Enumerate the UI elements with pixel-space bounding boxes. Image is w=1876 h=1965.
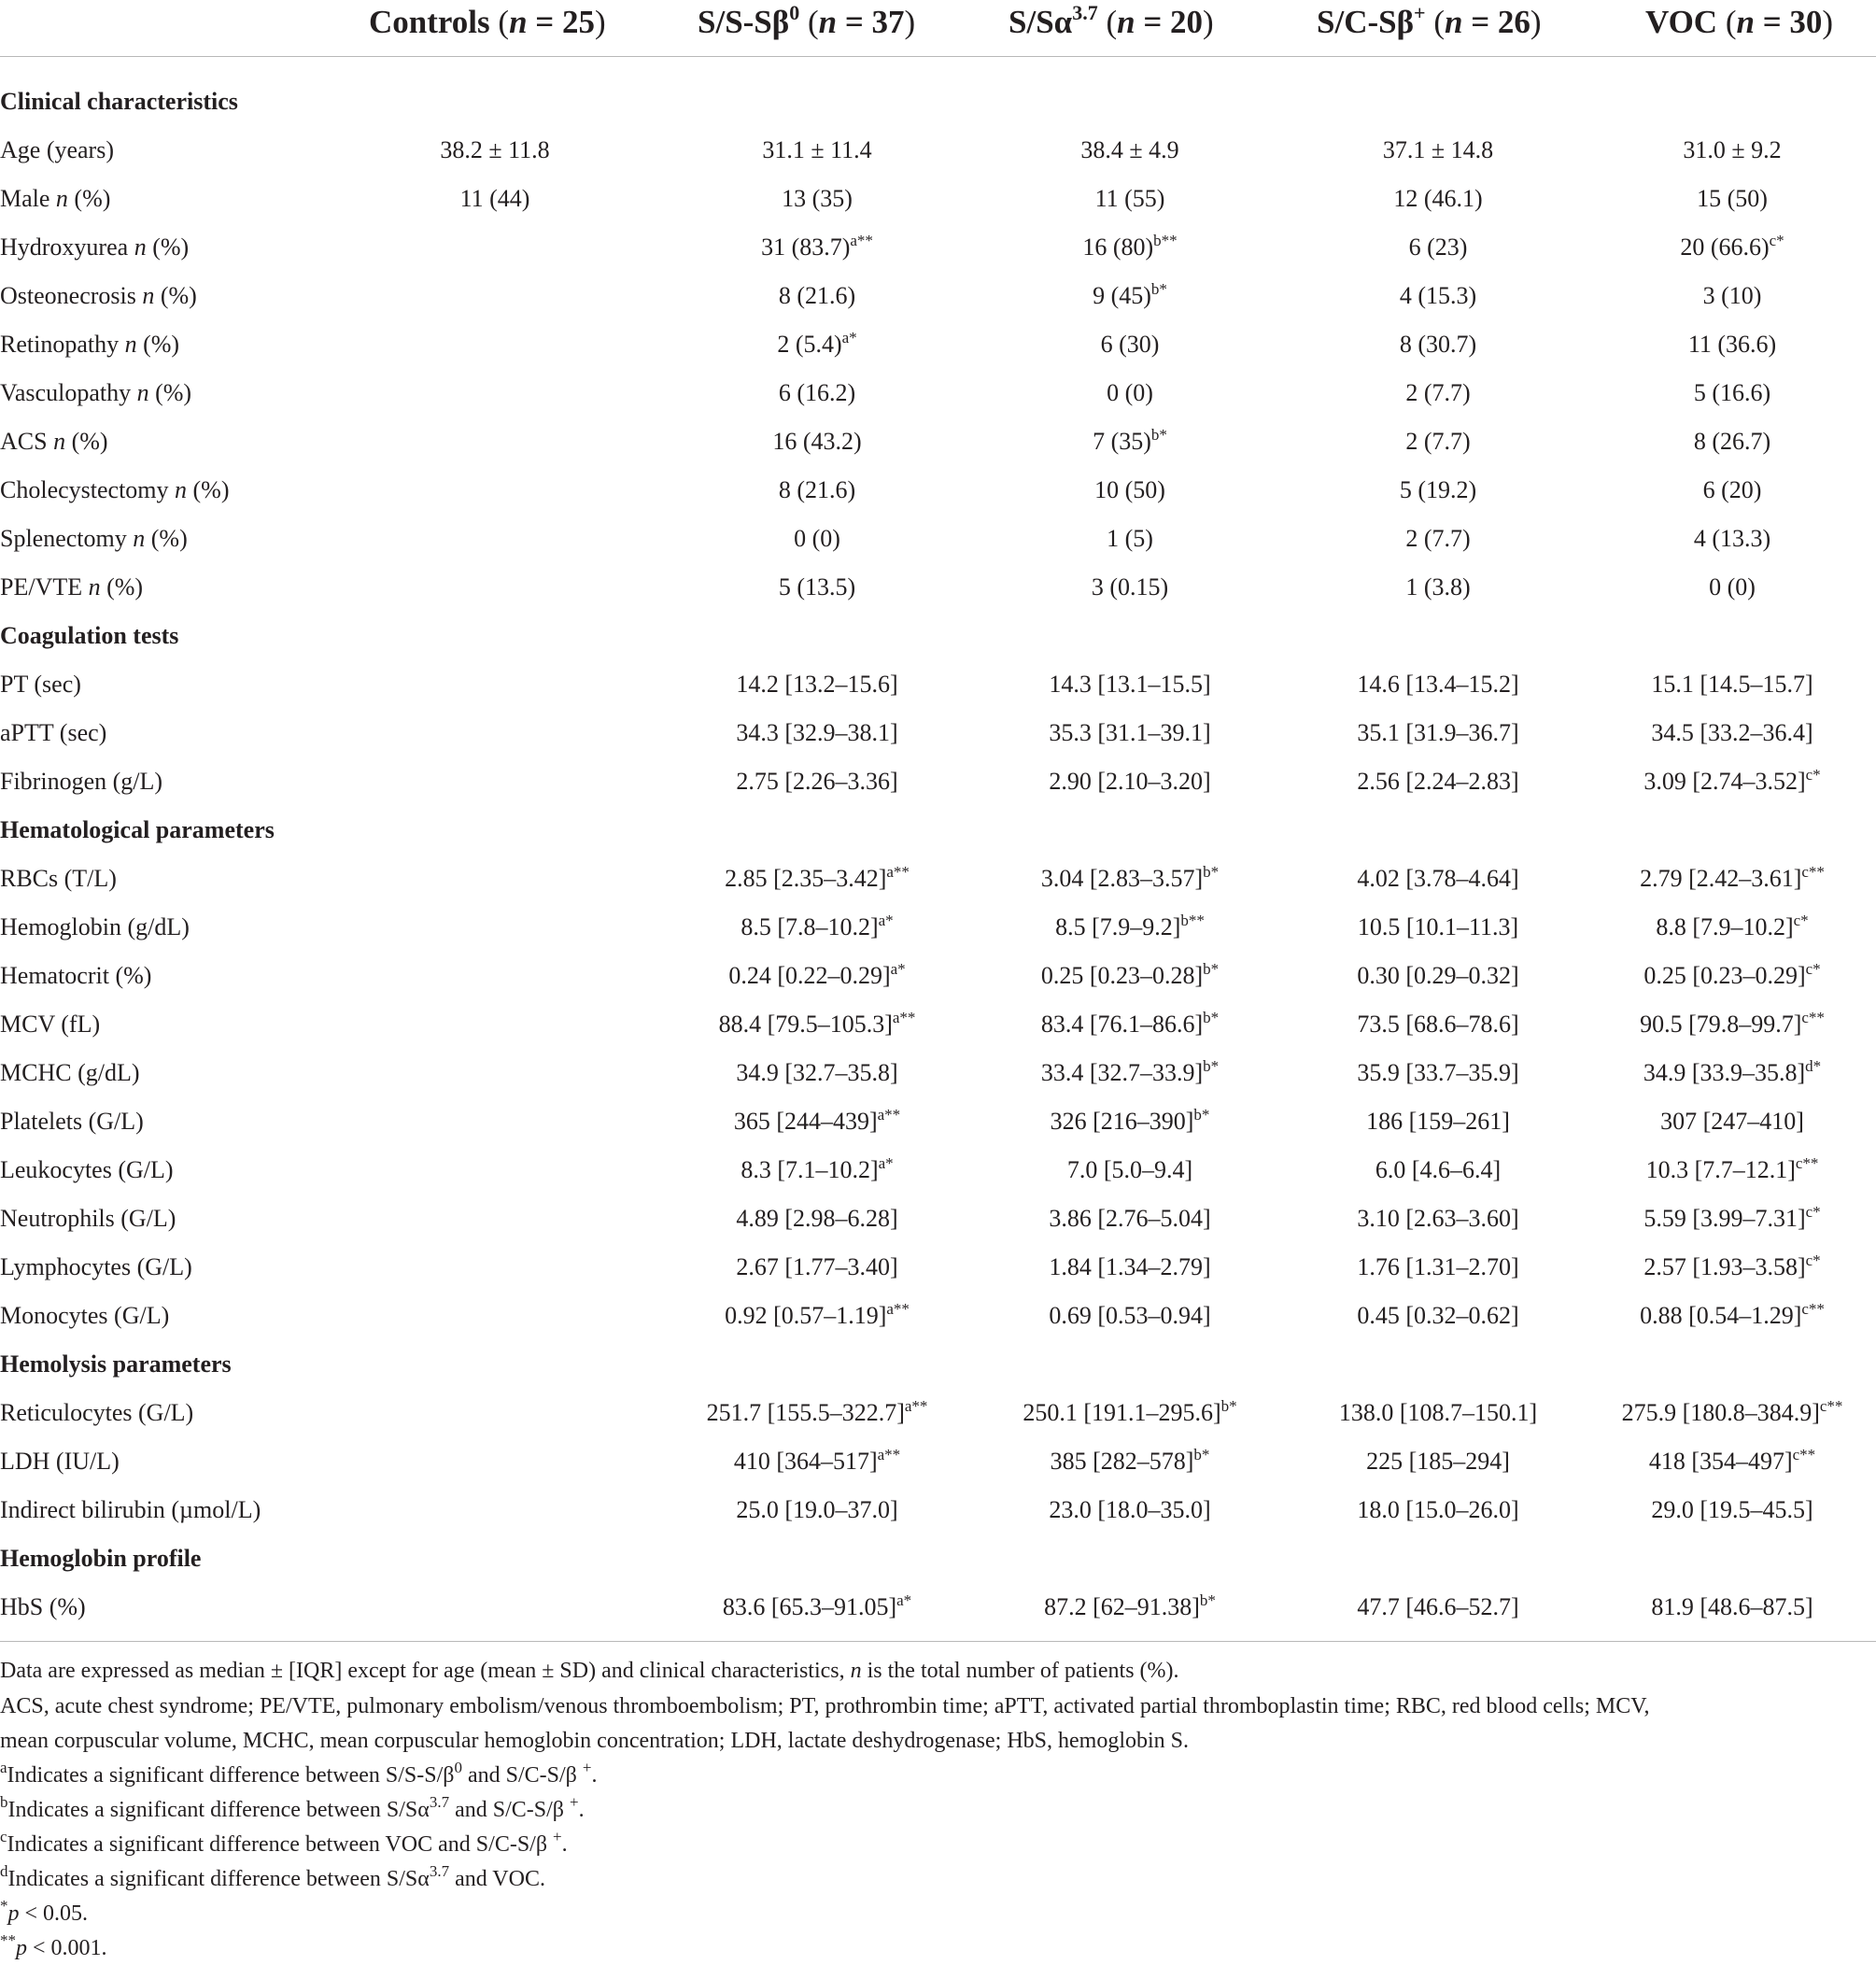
table-cell: 23.0 [18.0–35.0] xyxy=(1049,1496,1211,1523)
table-cell xyxy=(355,563,635,612)
table-cell xyxy=(355,515,635,563)
table-cell: 410 $[364-517]^{a**}$ xyxy=(733,1446,901,1475)
table-cell: 0.24 $[0.22-0.29]^{a*}$ xyxy=(728,960,906,989)
table-row xyxy=(0,757,1876,806)
significance-marker: c* xyxy=(1805,766,1821,784)
header-col-ss-sb0: $S/S-S\beta^0$ (n = 37) xyxy=(698,1,916,40)
footnote-significance: *p < 0.05. xyxy=(0,1897,89,1926)
table-cell: 18.0 [15.0–26.0] xyxy=(1357,1496,1519,1523)
table-cell: 0.25 $[0.23-0.28]^{b*}$ xyxy=(1040,960,1220,989)
table-cell: 251.7 $[155.5-322.7]^{a**}$ xyxy=(706,1397,928,1426)
significance-marker: c** xyxy=(1801,1300,1825,1318)
row-label: Hematocrit (%) xyxy=(0,962,152,989)
row-label: Hydroxyurea n (%) xyxy=(0,233,190,261)
table-cell: 2 (7.7) xyxy=(1405,525,1471,552)
table-cell: 3 (10) xyxy=(1702,282,1762,309)
table-cell: 11 (36.6) xyxy=(1687,331,1777,358)
table-cell: 38.2 ± 11.8 xyxy=(440,136,550,163)
table-cell: 5.59 $[3.99-7.31]^{c*}$ xyxy=(1643,1203,1821,1232)
table-cell: 35.9 [33.7–35.9] xyxy=(1357,1059,1519,1086)
footnote-significance: $^b$Indicates a significant difference between $S/S\alpha^{3.7}$ and S/C-S/β +. xyxy=(0,1793,585,1822)
table-cell: 20 $(66.6)^{c*}$ xyxy=(1680,232,1784,261)
table-cell: 6 (30) xyxy=(1100,331,1160,358)
table-cell xyxy=(355,952,635,1000)
significance-marker: b** xyxy=(1180,912,1205,929)
table-cell: 14.2 [13.2–15.6] xyxy=(736,671,898,698)
table-row xyxy=(0,1195,1876,1243)
row-label: Cholecystectomy n (%) xyxy=(0,476,230,503)
table-cell: 38.4 ± 4.9 xyxy=(1080,136,1179,163)
table-cell: 326 $[216-390]^{b*}$ xyxy=(1050,1106,1210,1135)
table-cell xyxy=(355,660,635,709)
table-cell xyxy=(355,1097,635,1146)
row-label: Monocytes (G/L) xyxy=(0,1302,170,1329)
footnote-data-note: Data are expressed as median ± [IQR] except for age (mean ± SD) and clinical characteristics, n is the total number of patients (%). xyxy=(0,1659,1179,1683)
table-cell xyxy=(355,466,635,515)
table-cell xyxy=(355,1243,635,1292)
significance-marker: b* xyxy=(1203,960,1220,978)
table-row xyxy=(0,1000,1876,1049)
table-cell: 8.5 $[7.9-9.2]^{b**}$ xyxy=(1055,912,1205,940)
section-title: Clinical characteristics xyxy=(0,88,238,115)
table-cell: 307 [247–410] xyxy=(1660,1108,1804,1135)
significance-marker: b* xyxy=(1150,280,1167,298)
table-cell: 138.0 [108.7–150.1] xyxy=(1338,1399,1538,1426)
table-cell: 7.0 [5.0–9.4] xyxy=(1066,1156,1193,1183)
table-cell: 16 $(80)^{b**}$ xyxy=(1082,232,1178,261)
table-cell: 0.45 [0.32–0.62] xyxy=(1357,1302,1519,1329)
table-cell: 0.88 $[0.54-1.29]^{c**}$ xyxy=(1640,1300,1825,1329)
table-cell: 8 (21.6) xyxy=(778,282,856,309)
table-cell: 2.67 [1.77–3.40] xyxy=(736,1253,898,1280)
table-cell: 15.1 [14.5–15.7] xyxy=(1651,671,1813,698)
table-cell xyxy=(355,417,635,466)
significance-marker: c* xyxy=(1805,1251,1821,1269)
significance-marker: a* xyxy=(896,1591,912,1609)
table-row xyxy=(0,175,1876,223)
table-cell: 33.4 $[32.7-33.9]^{b*}$ xyxy=(1040,1057,1220,1086)
table-cell: 1.84 [1.34–2.79] xyxy=(1049,1253,1211,1280)
table-cell: 0 (0) xyxy=(1107,379,1153,406)
section-row xyxy=(0,78,1876,126)
table-row xyxy=(0,417,1876,466)
table-header xyxy=(0,0,1876,45)
table-cell: 275.9 $[180.8-384.9]^{c**}$ xyxy=(1621,1397,1843,1426)
table-cell: 10.3 $[7.7-12.1]^{c**}$ xyxy=(1645,1154,1819,1183)
table-cell xyxy=(355,1000,635,1049)
row-label: Splenectomy n (%) xyxy=(0,525,188,552)
significance-marker: c* xyxy=(1805,1203,1821,1221)
significance-marker: a** xyxy=(877,1446,901,1463)
table-cell: 3 (0.15) xyxy=(1091,573,1169,601)
table-cell xyxy=(355,369,635,417)
significance-marker: d* xyxy=(1805,1057,1822,1075)
table-cell: 9 $(45)^{b*}$ xyxy=(1093,280,1167,309)
table-cell: 13 (35) xyxy=(782,185,853,212)
section-title: Hemoglobin profile xyxy=(0,1545,202,1572)
row-label: RBCs (T/L) xyxy=(0,865,117,892)
footnote-significance: $^c$Indicates a significant difference between VOC and S/C-S/β +. xyxy=(0,1828,568,1857)
significance-marker: a** xyxy=(850,232,873,249)
table-row xyxy=(0,709,1876,757)
significance-marker: c* xyxy=(1769,232,1784,249)
significance-marker: a* xyxy=(841,329,857,346)
footnote-significance: $^d$Indicates a significant difference between $S/S\alpha^{3.7}$ and VOC. xyxy=(0,1862,545,1891)
table-cell: 186 [159–261] xyxy=(1366,1108,1510,1135)
row-label: Age (years) xyxy=(0,136,114,163)
section-row xyxy=(0,1534,1876,1583)
table-cell: 7 $(35)^{b*}$ xyxy=(1093,426,1167,455)
table-row xyxy=(0,1486,1876,1534)
row-label: Osteonecrosis n (%) xyxy=(0,282,197,309)
table-cell xyxy=(355,709,635,757)
table-cell: 15 (50) xyxy=(1697,185,1768,212)
table-row xyxy=(0,1437,1876,1486)
table-cell: 0.92 $[0.57-1.19]^{a**}$ xyxy=(725,1300,910,1329)
table-cell: 37.1 ± 14.8 xyxy=(1382,136,1494,163)
table-cell: 6.0 [4.6–6.4] xyxy=(1375,1156,1502,1183)
row-label: Male n (%) xyxy=(0,185,111,212)
table-cell: 6 (23) xyxy=(1408,233,1468,261)
table-cell xyxy=(355,855,635,903)
table-cell: 6 (16.2) xyxy=(778,379,856,406)
significance-marker: b** xyxy=(1153,232,1178,249)
table-row xyxy=(0,515,1876,563)
header-col-controls: Controls (n = 25) xyxy=(369,4,606,40)
table-cell: 250.1 $[191.1-295.6]^{b*}$ xyxy=(1023,1397,1237,1426)
row-label: MCV (fL) xyxy=(0,1011,101,1038)
table-row xyxy=(0,1146,1876,1195)
table-cell: 11 (44) xyxy=(459,185,530,212)
table-row xyxy=(0,272,1876,320)
table-cell: 47.7 [46.6–52.7] xyxy=(1357,1593,1519,1620)
table-cell xyxy=(355,1389,635,1437)
table-cell xyxy=(355,903,635,952)
table-cell: 10 (50) xyxy=(1094,476,1165,503)
header-col-sc-sbplus: S/C-Sβ+ (n = 26) xyxy=(1317,1,1542,40)
table-cell xyxy=(355,757,635,806)
table-cell: 5 (19.2) xyxy=(1399,476,1477,503)
table-row xyxy=(0,855,1876,903)
header-rule xyxy=(0,56,1876,57)
significance-marker: c** xyxy=(1801,863,1825,881)
table-cell: 2 (7.7) xyxy=(1405,379,1471,406)
row-label: Leukocytes (G/L) xyxy=(0,1156,174,1183)
section-title: Hematological parameters xyxy=(0,816,275,843)
row-label: Lymphocytes (G/L) xyxy=(0,1253,192,1280)
significance-marker: b* xyxy=(1193,1106,1210,1124)
table-cell: 31.0 ± 9.2 xyxy=(1683,136,1782,163)
table-cell xyxy=(355,272,635,320)
table-cell: 12 (46.1) xyxy=(1393,185,1483,212)
table-cell: 8.5 $[7.8-10.2]^{a*}$ xyxy=(741,912,894,940)
footnote-abbreviations-2: mean corpuscular volume, MCHC, mean corpuscular hemoglobin concentration; LDH, lactate deshydrogenase; HbS, hemoglobin S. xyxy=(0,1729,1190,1753)
table-row xyxy=(0,369,1876,417)
table-cell xyxy=(355,1292,635,1340)
significance-marker: a* xyxy=(890,960,906,978)
table-cell: 225 [185–294] xyxy=(1366,1448,1510,1475)
table-cell: 8 (30.7) xyxy=(1399,331,1477,358)
row-label: PT (sec) xyxy=(0,671,81,698)
table-cell: 3.04 $[2.83-3.57]^{b*}$ xyxy=(1040,863,1220,892)
table-cell xyxy=(355,1146,635,1195)
table-cell: 8.3 $[7.1-10.2]^{a*}$ xyxy=(741,1154,894,1183)
table-cell: 81.9 [48.6–87.5] xyxy=(1651,1593,1813,1620)
table-cell: 3.86 [2.76–5.04] xyxy=(1049,1205,1211,1232)
table-cell: 11 (55) xyxy=(1094,185,1165,212)
section-row xyxy=(0,612,1876,660)
row-label: Neutrophils (G/L) xyxy=(0,1205,176,1232)
table-row xyxy=(0,126,1876,175)
row-label: Fibrinogen (g/L) xyxy=(0,768,163,795)
table-cell: 0 (0) xyxy=(1709,573,1756,601)
table-row xyxy=(0,466,1876,515)
table-row xyxy=(0,1292,1876,1340)
footnote-significance: **p < 0.001. xyxy=(0,1931,107,1960)
table-cell: 10.5 [10.1–11.3] xyxy=(1357,913,1519,940)
table-row xyxy=(0,660,1876,709)
row-label: HbS (%) xyxy=(0,1593,86,1620)
table-row xyxy=(0,1583,1876,1632)
significance-marker: b* xyxy=(1203,863,1220,881)
table-cell: 14.3 [13.1–15.5] xyxy=(1049,671,1211,698)
section-title: Coagulation tests xyxy=(0,622,179,649)
table-cell: 0 (0) xyxy=(794,525,840,552)
row-label: Platelets (G/L) xyxy=(0,1108,144,1135)
significance-marker: b* xyxy=(1150,426,1167,444)
table-row xyxy=(0,320,1876,369)
row-label: Hemoglobin (g/dL) xyxy=(0,913,190,940)
table-cell: 418 $[354-497]^{c**}$ xyxy=(1648,1446,1816,1475)
table-cell: 8 (21.6) xyxy=(778,476,856,503)
table-cell: 5 (13.5) xyxy=(778,573,856,601)
significance-marker: a** xyxy=(877,1106,901,1124)
table-cell: 2 (7.7) xyxy=(1405,428,1471,455)
table-cell: 2.90 [2.10–3.20] xyxy=(1049,768,1211,795)
section-row xyxy=(0,1340,1876,1389)
table-cell: 1.76 [1.31–2.70] xyxy=(1357,1253,1519,1280)
significance-marker: b* xyxy=(1220,1397,1237,1415)
table-cell: 0.25 $[0.23-0.29]^{c*}$ xyxy=(1643,960,1821,989)
table-cell: 88.4 $[79.5-105.3]^{a**}$ xyxy=(718,1009,916,1038)
significance-marker: a* xyxy=(878,912,894,929)
significance-marker: b* xyxy=(1203,1057,1220,1075)
table-cell: 31 $(83.7)^{a**}$ xyxy=(761,232,873,261)
significance-marker: c** xyxy=(1801,1009,1825,1026)
table-row xyxy=(0,223,1876,272)
row-label: Vasculopathy n (%) xyxy=(0,379,192,406)
table-cell: 4 (15.3) xyxy=(1399,282,1477,309)
table-cell: 25.0 [19.0–37.0] xyxy=(736,1496,898,1523)
significance-marker: a* xyxy=(878,1154,894,1172)
table-cell: 35.3 [31.1–39.1] xyxy=(1049,719,1211,746)
table-row xyxy=(0,1243,1876,1292)
table-cell: 2.79 $[2.42-3.61]^{c**}$ xyxy=(1640,863,1825,892)
row-label: aPTT (sec) xyxy=(0,719,107,746)
table-cell: 1 (5) xyxy=(1107,525,1153,552)
significance-marker: b* xyxy=(1193,1446,1210,1463)
row-label: Retinopathy n (%) xyxy=(0,331,180,358)
table-row xyxy=(0,1389,1876,1437)
header-col-voc: VOC (n = 30) xyxy=(1645,4,1834,40)
table-cell: 34.5 [33.2–36.4] xyxy=(1651,719,1813,746)
table-cell: 4.02 [3.78–4.64] xyxy=(1357,865,1519,892)
table-cell: 34.3 [32.9–38.1] xyxy=(736,719,898,746)
table-cell xyxy=(355,1486,635,1534)
row-label: Indirect bilirubin (µmol/L) xyxy=(0,1496,261,1523)
significance-marker: c** xyxy=(1795,1154,1819,1172)
table-cell: 2.57 $[1.93-3.58]^{c*}$ xyxy=(1643,1251,1821,1280)
table-cell: 4.89 [2.98–6.28] xyxy=(736,1205,898,1232)
table-cell: 35.1 [31.9–36.7] xyxy=(1357,719,1519,746)
table-cell: 365 $[244-439]^{a**}$ xyxy=(733,1106,901,1135)
table-cell: 3.09 $[2.74-3.52]^{c*}$ xyxy=(1643,766,1821,795)
table-cell xyxy=(355,1049,635,1097)
table-cell: 87.2 $[62-91.38]^{b*}$ xyxy=(1044,1591,1216,1620)
table-cell xyxy=(355,320,635,369)
significance-marker: b* xyxy=(1199,1591,1216,1609)
table-cell: 8 (26.7) xyxy=(1693,428,1771,455)
table-cell xyxy=(355,1437,635,1486)
table-cell: 83.4 $[76.1-86.6]^{b*}$ xyxy=(1040,1009,1220,1038)
row-label: ACS n (%) xyxy=(0,428,108,455)
table-row xyxy=(0,1097,1876,1146)
table-row xyxy=(0,1049,1876,1097)
row-label: LDH (IU/L) xyxy=(0,1448,120,1475)
table-cell: 3.10 [2.63–3.60] xyxy=(1357,1205,1519,1232)
table-cell: 2.85 $[2.35-3.42]^{a**}$ xyxy=(725,863,910,892)
table-cell xyxy=(355,223,635,272)
footnote-abbreviations-1: ACS, acute chest syndrome; PE/VTE, pulmonary embolism/venous thromboembolism; PT, prothrombin time; aPTT, activated partial thromboplastin time; RBC, red blood cells; MCV, xyxy=(0,1694,1650,1718)
table-cell: 0.69 [0.53–0.94] xyxy=(1049,1302,1211,1329)
table-cell: 29.0 [19.5–45.5] xyxy=(1651,1496,1813,1523)
table-cell: 16 (43.2) xyxy=(772,428,862,455)
table-cell: 8.8 $[7.9-10.2]^{c*}$ xyxy=(1656,912,1809,940)
table-cell: 2 $(5.4)^{a*}$ xyxy=(777,329,857,358)
table-cell: 90.5 $[79.8-99.7]^{c**}$ xyxy=(1640,1009,1825,1038)
table-cell: 1 (3.8) xyxy=(1405,573,1471,601)
footnote-significance: $^a$Indicates a significant difference between $S/S-S/\beta^0$ and S/C-S/β +. xyxy=(0,1759,598,1788)
significance-marker: c* xyxy=(1805,960,1821,978)
significance-marker: a** xyxy=(892,1009,916,1026)
row-label: Reticulocytes (G/L) xyxy=(0,1399,194,1426)
table-cell: 0.30 [0.29–0.32] xyxy=(1357,962,1519,989)
table-row xyxy=(0,563,1876,612)
table-cell: 6 (20) xyxy=(1702,476,1762,503)
significance-marker: a** xyxy=(886,1300,910,1318)
significance-marker: a** xyxy=(904,1397,928,1415)
bottom-rule xyxy=(0,1641,1876,1642)
header-col-ssa37: $S/S\alpha^{3.7}$ (n = 20) xyxy=(1009,1,1214,40)
table-cell: 73.5 [68.6–78.6] xyxy=(1357,1011,1519,1038)
table-row xyxy=(0,903,1876,952)
row-label: PE/VTE n (%) xyxy=(0,573,144,601)
table-cell: 83.6 $[65.3-91.05]^{a*}$ xyxy=(722,1591,912,1620)
table-cell: 385 $[282-578]^{b*}$ xyxy=(1050,1446,1210,1475)
table-cell xyxy=(355,1583,635,1632)
significance-marker: a** xyxy=(886,863,910,881)
table-cell: 34.9 [32.7–35.8] xyxy=(736,1059,898,1086)
table-cell: 5 (16.6) xyxy=(1693,379,1771,406)
significance-marker: b* xyxy=(1203,1009,1220,1026)
section-row xyxy=(0,806,1876,855)
table-cell: 34.9 $[33.9-35.8]^{d*}$ xyxy=(1643,1057,1822,1086)
table-cell: 31.1 ± 11.4 xyxy=(762,136,872,163)
table-cell: 2.75 [2.26–3.36] xyxy=(736,768,898,795)
row-label: MCHC (g/dL) xyxy=(0,1059,140,1086)
table-cell: 2.56 [2.24–2.83] xyxy=(1357,768,1519,795)
table-cell: 4 (13.3) xyxy=(1693,525,1771,552)
table-cell xyxy=(355,1195,635,1243)
table-row xyxy=(0,952,1876,1000)
table-cell: 14.6 [13.4–15.2] xyxy=(1357,671,1519,698)
section-title: Hemolysis parameters xyxy=(0,1350,232,1378)
significance-marker: c** xyxy=(1792,1446,1816,1463)
significance-marker: c** xyxy=(1819,1397,1843,1415)
significance-marker: c* xyxy=(1793,912,1809,929)
